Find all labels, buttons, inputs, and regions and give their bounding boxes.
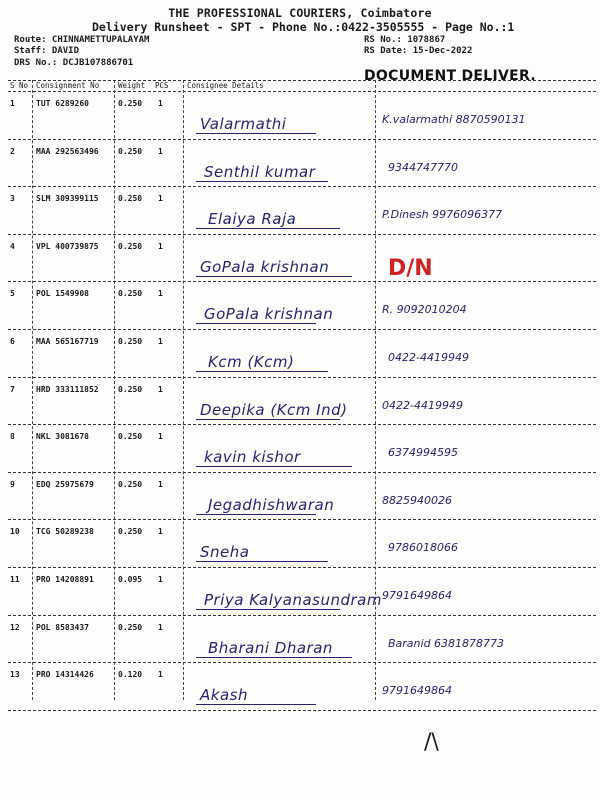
- row-consignee-name: Elaiya Raja: [208, 210, 297, 229]
- col-header-consignment: Consignment No: [36, 81, 100, 90]
- row-name-underline: [196, 181, 328, 182]
- row-consignee-name: Bharani Dharan: [208, 638, 333, 657]
- row-pcs: 1: [158, 384, 163, 394]
- row-pcs: 1: [158, 146, 163, 156]
- row-consignee-name: Priya Kalyanasundram: [204, 591, 382, 609]
- row-pcs: 1: [158, 432, 163, 442]
- row-receiver-signature: 0422-4419949: [388, 351, 469, 364]
- row-serial-number: 1: [10, 99, 15, 108]
- row-weight: 0.250: [118, 99, 143, 108]
- row-consignment-number: TUT 6289260: [36, 99, 89, 108]
- row-name-underline: [196, 228, 340, 229]
- row-consignment-number: POL 1549908: [36, 289, 89, 299]
- header-rule: [8, 91, 596, 92]
- row-receiver-signature: 9786018066: [388, 541, 458, 555]
- row-consignee-name: Jegadhishwaran: [208, 495, 335, 514]
- row-divider: [8, 377, 596, 378]
- row-consignee-name: Valarmathi: [200, 115, 287, 133]
- col-header-weight: Weight: [118, 81, 146, 90]
- row-weight: 0.120: [118, 670, 143, 680]
- row-name-underline: [196, 561, 328, 562]
- row-receiver-signature: R. 9092010204: [382, 303, 467, 317]
- row-consignee-name: GoPala krishnan: [200, 257, 330, 276]
- row-consignment-number: MAA 565167719: [36, 337, 99, 346]
- row-name-underline: [196, 133, 316, 134]
- row-serial-number: 11: [10, 575, 20, 584]
- row-pcs: 1: [158, 527, 163, 537]
- row-weight: 0.250: [118, 527, 143, 537]
- row-divider: [8, 615, 596, 616]
- row-serial-number: 6: [10, 337, 15, 346]
- drs-number: DRS No.: DCJB107886701: [14, 58, 134, 68]
- row-consignment-number: NKL 3081678: [36, 432, 89, 442]
- row-divider: [8, 472, 596, 473]
- route-label: Route: CHINNAMETTUPALAYAM: [14, 35, 150, 45]
- row-consignee-name: GoPala krishnan: [204, 305, 334, 324]
- row-pcs: 1: [158, 99, 163, 108]
- row-serial-number: 5: [10, 289, 15, 299]
- row-receiver-signature: 9791649864: [382, 589, 452, 602]
- row-weight: 0.250: [118, 622, 143, 632]
- row-name-underline: [196, 371, 328, 372]
- row-consignment-number: PRO 14208891: [36, 575, 94, 584]
- row-receiver-signature: 9791649864: [382, 684, 452, 698]
- row-serial-number: 2: [10, 146, 15, 156]
- row-serial-number: 10: [10, 527, 20, 537]
- row-receiver-signature: Baranid 6381878773: [388, 636, 505, 650]
- row-consignment-number: VPL 400739875: [36, 241, 99, 251]
- row-serial-number: 4: [10, 241, 15, 251]
- row-weight: 0.095: [118, 575, 143, 584]
- row-divider: [8, 567, 596, 568]
- row-pcs: 1: [158, 670, 163, 680]
- row-name-underline: [196, 466, 352, 467]
- row-serial-number: 9: [10, 479, 15, 489]
- row-consignment-number: TCG 50289238: [36, 527, 94, 537]
- row-weight: 0.250: [118, 337, 143, 346]
- row-pcs: 1: [158, 622, 163, 632]
- row-consignment-number: SLM 309399115: [36, 194, 99, 204]
- row-divider: [8, 186, 596, 187]
- row-consignee-name: Deepika (Kcm Ind): [200, 400, 348, 419]
- row-serial-number: 3: [10, 194, 15, 204]
- row-weight: 0.250: [118, 479, 143, 489]
- rs-date: RS Date: 15-Dec-2022: [364, 46, 473, 56]
- row-pcs: 1: [158, 241, 163, 251]
- row-pcs: 1: [158, 479, 163, 489]
- row-receiver-signature: P.Dinesh 9976096377: [382, 208, 503, 222]
- row-consignee-name: Sneha: [200, 543, 250, 562]
- row-divider: [8, 281, 596, 282]
- document-delivered-stamp: DOCUMENT DELIVER.: [364, 68, 536, 84]
- row-consignee-name: Kcm (Kcm): [208, 353, 295, 371]
- row-divider: [8, 662, 596, 663]
- row-consignee-name: Senthil kumar: [204, 162, 316, 181]
- row-pcs: 1: [158, 575, 163, 584]
- col-divider-3: [183, 80, 184, 700]
- row-consignment-number: MAA 292563496: [36, 146, 99, 156]
- row-consignee-name: Akash: [200, 686, 248, 705]
- col-header-sno: S No: [10, 81, 29, 90]
- row-receiver-signature: 9344747770: [388, 160, 458, 174]
- row-serial-number: 8: [10, 432, 15, 442]
- col-header-consignee: Consignee Details: [187, 81, 264, 90]
- row-name-underline: [196, 419, 340, 420]
- pen-mark-icon: /\: [424, 730, 439, 755]
- row-weight: 0.250: [118, 289, 143, 299]
- row-receiver-signature: 6374994595: [388, 446, 458, 460]
- row-serial-number: 13: [10, 670, 20, 680]
- row-name-underline: [196, 657, 352, 658]
- row-serial-number: 7: [10, 384, 15, 394]
- row-receiver-signature: 0422-4419949: [382, 398, 463, 412]
- col-header-pcs: PCS: [155, 81, 169, 90]
- row-name-underline: [196, 323, 316, 324]
- row-receiver-signature: D/N: [388, 255, 433, 281]
- row-receiver-signature: K.valarmathi 8870590131: [382, 113, 526, 126]
- row-pcs: 1: [158, 337, 163, 346]
- row-consignment-number: POL 8583437: [36, 622, 89, 632]
- company-title: THE PROFESSIONAL COURIERS, Coimbatore: [168, 6, 432, 20]
- row-pcs: 1: [158, 289, 163, 299]
- row-serial-number: 12: [10, 622, 20, 632]
- row-weight: 0.250: [118, 146, 143, 156]
- row-receiver-signature: 8825940026: [382, 493, 452, 507]
- row-divider: [8, 234, 596, 235]
- row-consignee-name: kavin kishor: [204, 448, 301, 467]
- row-consignment-number: HRD 333111852: [36, 384, 99, 394]
- staff-label: Staff: DAVID: [14, 46, 80, 56]
- row-weight: 0.250: [118, 432, 143, 442]
- row-name-underline: [196, 514, 316, 515]
- row-weight: 0.250: [118, 384, 143, 394]
- rs-number: RS No.: 1078867: [364, 35, 446, 45]
- row-consignment-number: EDQ 25975679: [36, 479, 94, 489]
- row-divider: [8, 424, 596, 425]
- row-name-underline: [196, 609, 340, 610]
- col-divider-1: [32, 80, 33, 700]
- col-divider-2: [114, 80, 115, 700]
- row-divider: [8, 329, 596, 330]
- row-name-underline: [196, 276, 352, 277]
- row-divider: [8, 710, 596, 711]
- row-consignment-number: PRO 14314426: [36, 670, 94, 680]
- row-name-underline: [196, 704, 316, 705]
- row-weight: 0.250: [118, 241, 143, 251]
- row-weight: 0.250: [118, 194, 143, 204]
- row-divider: [8, 519, 596, 520]
- runsheet-subtitle: Delivery Runsheet - SPT - Phone No.:0422-3505555 - Page No.:1: [92, 20, 515, 34]
- row-pcs: 1: [158, 194, 163, 204]
- row-divider: [8, 139, 596, 140]
